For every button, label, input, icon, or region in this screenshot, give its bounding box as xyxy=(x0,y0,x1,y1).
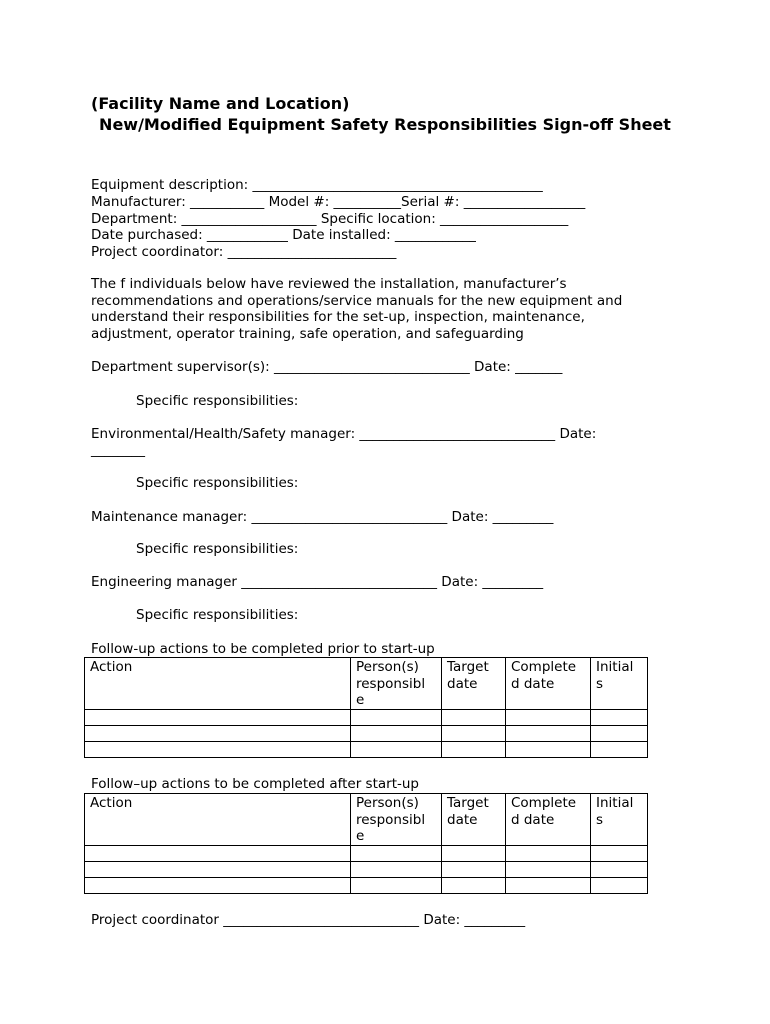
initials-cell[interactable] xyxy=(591,878,648,894)
ehs-manager-signoff: Environmental/Health/Safety manager: _____________________________ Date: xyxy=(91,426,597,442)
table-row xyxy=(85,710,648,726)
specific-responsibilities-label: Specific responsibilities: xyxy=(136,475,299,491)
person-cell[interactable] xyxy=(351,862,442,878)
equipment-description-field: Equipment description: ___________________________________________ xyxy=(91,177,543,193)
statement-line: The f individuals below have reviewed the installation, manufacturer’s xyxy=(91,276,567,292)
action-cell[interactable] xyxy=(85,862,351,878)
after-actions-caption: Follow–up actions to be completed after start-up xyxy=(91,776,419,792)
target-date-cell[interactable] xyxy=(442,710,506,726)
completed-date-cell[interactable] xyxy=(506,742,591,758)
completed-date-cell[interactable] xyxy=(506,862,591,878)
completed-date-cell[interactable] xyxy=(506,726,591,742)
action-cell[interactable] xyxy=(85,878,351,894)
initials-header: Initial s xyxy=(591,658,648,710)
specific-responsibilities-label: Specific responsibilities: xyxy=(136,607,299,623)
prior-actions-caption: Follow-up actions to be completed prior to start-up xyxy=(91,641,435,657)
engineering-manager-signoff: Engineering manager _____________________________ Date: _________ xyxy=(91,574,544,590)
document-title: New/Modified Equipment Safety Responsibilities Sign-off Sheet xyxy=(99,115,671,134)
action-cell[interactable] xyxy=(85,726,351,742)
statement-line: adjustment, operator training, safe operation, and safeguarding xyxy=(91,326,524,343)
initials-cell[interactable] xyxy=(591,710,648,726)
facility-heading: (Facility Name and Location) xyxy=(91,94,350,113)
purchase-install-dates-field: Date purchased: ____________ Date installed: ____________ xyxy=(91,227,476,243)
completed-date-header: Complete d date xyxy=(506,658,591,710)
target-date-cell[interactable] xyxy=(442,862,506,878)
table-header-row xyxy=(85,794,648,846)
prior-actions-table xyxy=(84,657,648,758)
target-date-header: Target date xyxy=(442,794,506,846)
initials-cell[interactable] xyxy=(591,742,648,758)
action-header: Action xyxy=(85,658,351,710)
person-cell[interactable] xyxy=(351,846,442,862)
completed-date-header: Complete d date xyxy=(506,794,591,846)
action-header: Action xyxy=(85,794,351,846)
target-date-cell[interactable] xyxy=(442,878,506,894)
final-project-coordinator-signoff: Project coordinator _____________________________ Date: _________ xyxy=(91,912,526,928)
initials-cell[interactable] xyxy=(591,726,648,742)
person-cell[interactable] xyxy=(351,878,442,894)
statement-line: recommendations and operations/service manuals for the new equipment and xyxy=(91,292,623,309)
persons-responsible-header: Person(s) responsibl e xyxy=(351,794,442,846)
table-row xyxy=(85,726,648,742)
action-cell[interactable] xyxy=(85,846,351,862)
person-cell[interactable] xyxy=(351,710,442,726)
ehs-manager-date-blank: ________ xyxy=(91,442,145,458)
completed-date-cell[interactable] xyxy=(506,846,591,862)
table-row xyxy=(85,878,648,894)
review-statement xyxy=(91,276,651,343)
after-actions-table xyxy=(84,793,648,894)
action-cell[interactable] xyxy=(85,710,351,726)
person-cell[interactable] xyxy=(351,742,442,758)
statement-line: understand their responsibilities for the set-up, inspection, maintenance, xyxy=(91,309,585,326)
table-header-row xyxy=(85,658,648,710)
initials-cell[interactable] xyxy=(591,846,648,862)
initials-cell[interactable] xyxy=(591,862,648,878)
department-supervisor-signoff: Department supervisor(s): _____________________________ Date: _______ xyxy=(91,359,563,375)
completed-date-cell[interactable] xyxy=(506,710,591,726)
action-cell[interactable] xyxy=(85,742,351,758)
target-date-cell[interactable] xyxy=(442,742,506,758)
target-date-cell[interactable] xyxy=(442,846,506,862)
table-row xyxy=(85,742,648,758)
initials-header: Initial s xyxy=(591,794,648,846)
table-row xyxy=(85,862,648,878)
specific-responsibilities-label: Specific responsibilities: xyxy=(136,393,299,409)
target-date-cell[interactable] xyxy=(442,726,506,742)
specific-responsibilities-label: Specific responsibilities: xyxy=(136,541,299,557)
manufacturer-model-serial-field: Manufacturer: ___________ Model #: __________Serial #: __________________ xyxy=(91,194,586,210)
project-coordinator-field: Project coordinator: _________________________ xyxy=(91,244,397,260)
target-date-header: Target date xyxy=(442,658,506,710)
department-location-field: Department: ____________________ Specific location: ___________________ xyxy=(91,211,569,227)
table-row xyxy=(85,846,648,862)
completed-date-cell[interactable] xyxy=(506,878,591,894)
persons-responsible-header: Person(s) responsibl e xyxy=(351,658,442,710)
maintenance-manager-signoff: Maintenance manager: _____________________________ Date: _________ xyxy=(91,509,554,525)
person-cell[interactable] xyxy=(351,726,442,742)
